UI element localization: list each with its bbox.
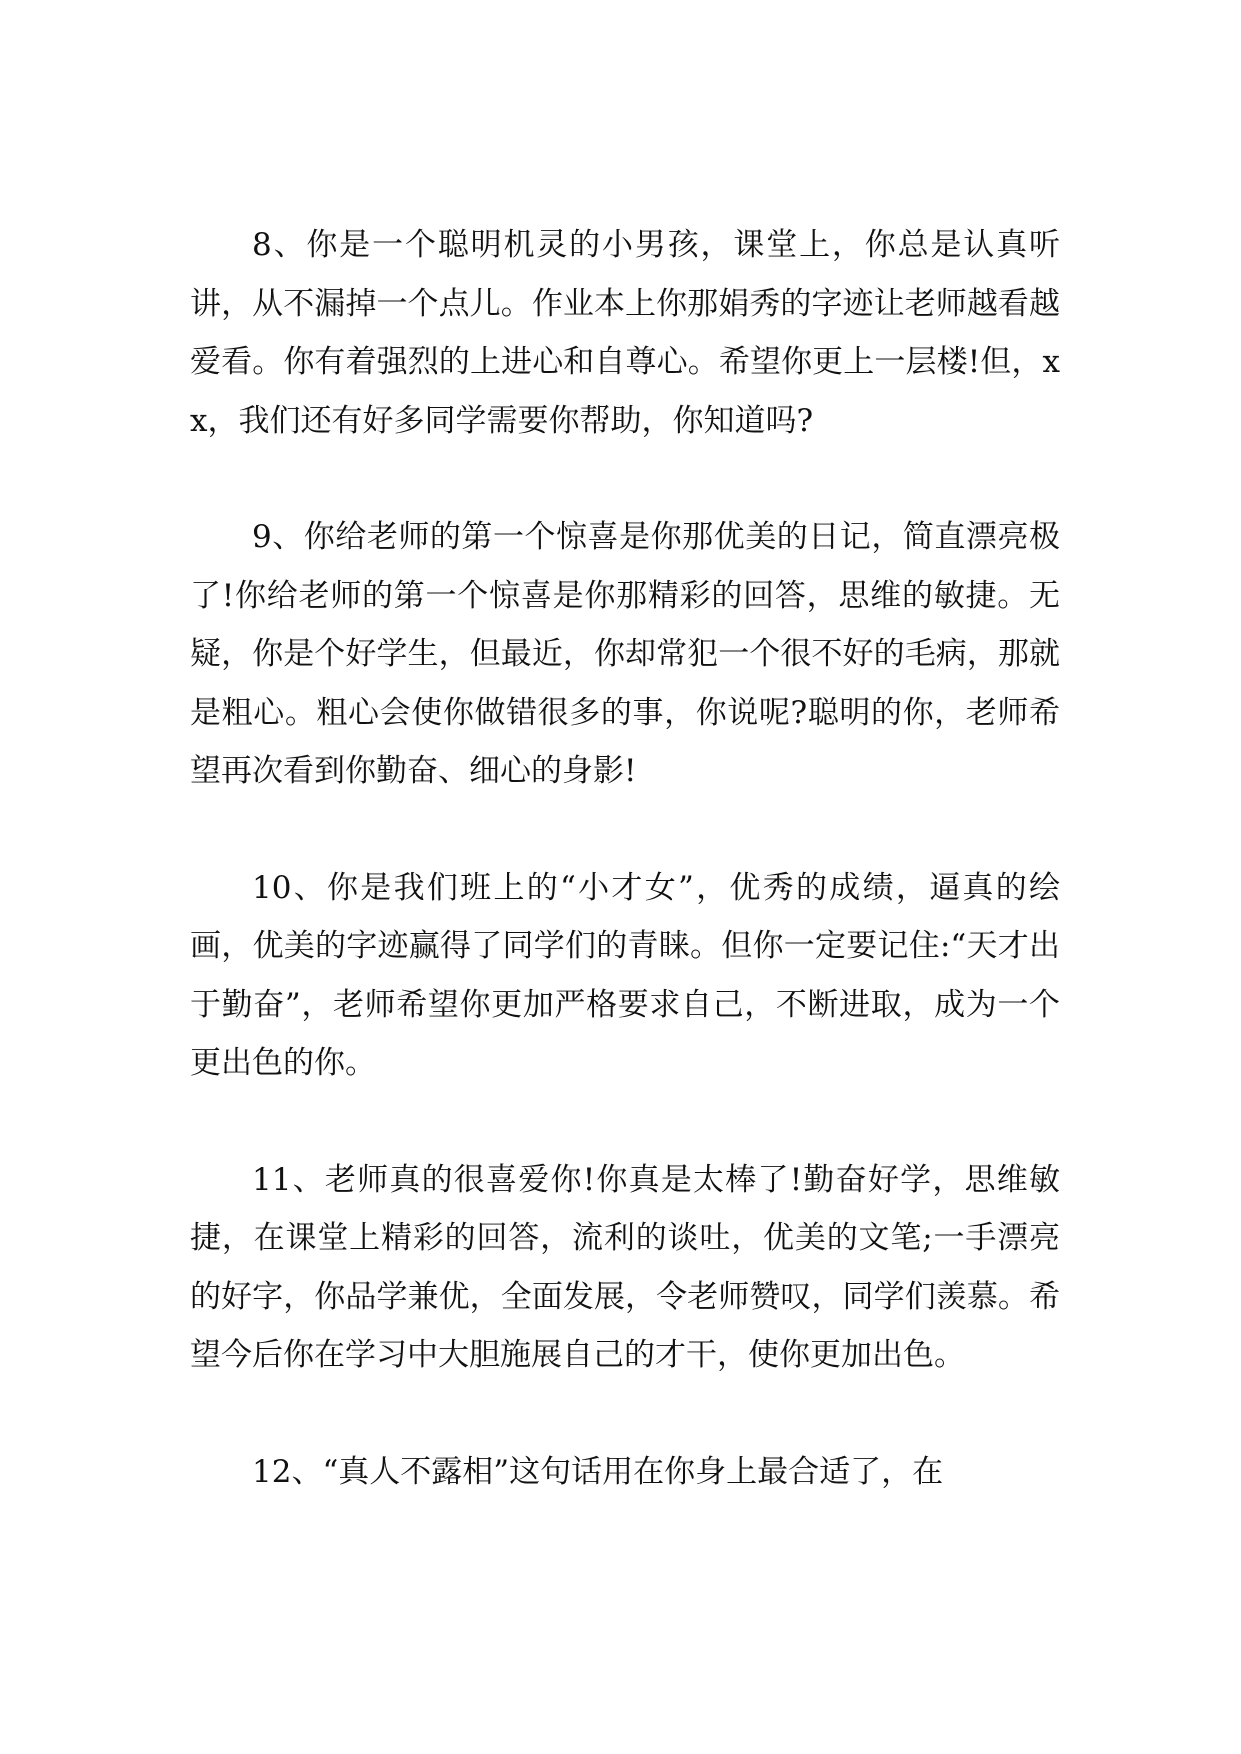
paragraph-12: 12、“真人不露相”这句话用在你身上最合适了，在 bbox=[252, 1453, 944, 1490]
paragraph-10: 10、你是我们班上的“小才女”，优秀的成绩，逼真的绘画，优美的字迹赢得了同学们的青睐。但你一定要记住:“天才出于勤奋”，老师希望你更加严格要求自己，不断进取，成为一个更出色的你。 bbox=[190, 869, 1060, 1081]
paragraph-8: 8、你是一个聪明机灵的小男孩，课堂上，你总是认真听讲，从不漏掉一个点儿。作业本上你那娟秀的字迹让老师越看越爱看。你有着强烈的上进心和自尊心。希望你更上一层楼!但，xx，我们还有好多同学需要你帮助，你知道吗? bbox=[190, 227, 1060, 439]
document-body bbox=[190, 216, 1060, 1559]
paragraph-11: 11、老师真的很喜爱你!你真是太棒了!勤奋好学，思维敏捷，在课堂上精彩的回答，流利的谈吐，优美的文笔;一手漂亮的好字，你品学兼优，全面发展，令老师赞叹，同学们羡慕。希望今后你在学习中大胆施展自己的才干，使你更加出色。 bbox=[190, 1161, 1060, 1373]
paragraph-9: 9、你给老师的第一个惊喜是你那优美的日记，简直漂亮极了!你给老师的第一个惊喜是你那精彩的回答，思维的敏捷。无疑，你是个好学生，但最近，你却常犯一个很不好的毛病，那就是粗心。粗心会使你做错很多的事，你说呢?聪明的你，老师希望再次看到你勤奋、细心的身影! bbox=[190, 519, 1060, 789]
